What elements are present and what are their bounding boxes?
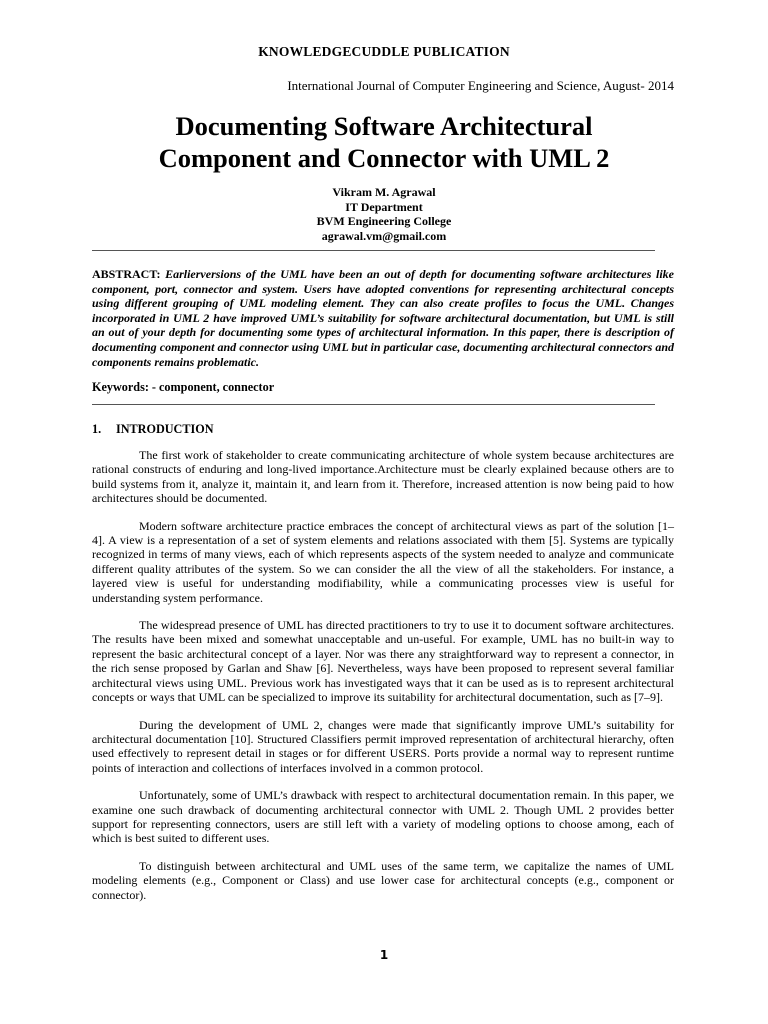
author-name: Vikram M. Agrawal: [332, 185, 436, 199]
title-line-1: Documenting Software Architectural: [175, 111, 593, 141]
paragraph: The widespread presence of UML has directed practitioners to try to use it to document software architectures. The results have been mixed and somewhat unacceptable and un-useful. For example, UML has no built-in way to represent the basic architectural concept of a layer. Nor was there any straightforward way to represent a connector, in the rich sense proposed by Garlan and Shaw [6]. Nevertheless, ways have been proposed to represent several familiar architectural views using UML. Previous work has investigated ways that it can be used as is to represent architectural concepts or ways that UML can be specialized to improve its suitability for architectural documentation, such as [7–9].: [92, 618, 674, 705]
keywords: [92, 380, 274, 395]
page-number: 1: [379, 948, 389, 962]
title-line-2: Component and Connector with UML 2: [158, 143, 610, 173]
section-number: 1.: [92, 422, 102, 436]
keywords-label: Keywords: [92, 380, 145, 394]
author-block: [0, 185, 768, 243]
body-text: [92, 448, 674, 915]
author-college: BVM Engineering College: [316, 214, 452, 228]
section-heading: [92, 422, 214, 437]
author-email: agrawal.vm@gmail.com: [321, 228, 447, 243]
paragraph: The first work of stakeholder to create communicating architecture of whole system because architectures are rational constructs of enduring and long-lived importance.Architecture must be clearly explained because others are to build systems from it, analyze it, maintain it, and learn from it. Therefore, increased attention is now being paid to how architectures should be documented.: [92, 448, 674, 506]
divider-bottom: [92, 404, 655, 405]
abstract: [92, 267, 674, 369]
paragraph: During the development of UML 2, changes were made that significantly improve UML’s suitability for architectural documentation [10]. Structured Classifiers permit improved representation of architectural hierarchy, often used effectively to represent detail in stages or for different USERS. Ports provide a normal way to represent runtime points of interaction and collections of interfaces involved in a common protocol.: [92, 717, 674, 775]
section-title: INTRODUCTION: [116, 422, 214, 436]
author-department: IT Department: [345, 199, 423, 214]
abstract-text: Earlierversions of the UML have been an out of depth for documenting software architectures like component, port, connector and system. Users have adopted conventions for representing architectural concepts using different grouping of UML modeling element. They can also create profiles to focus the UML. Changes incorporated in UML 2 have improved UML’s suitability for software architectural documentation, but UML is still an out of your depth for documenting some types of architectural information. In this paper, there is description of documenting component and connector using UML but in particular case, documenting architectural connectors and components remains problematic.: [92, 267, 674, 369]
journal-info: International Journal of Computer Engineering and Science, August- 2014: [287, 78, 674, 93]
abstract-label: ABSTRACT:: [92, 267, 161, 281]
paragraph: To distinguish between architectural and UML uses of the same term, we capitalize the names of UML modeling elements (e.g., Component or Class) and use lower case for architectural concepts (e.g., component or connector).: [92, 858, 674, 902]
divider-top: [92, 250, 655, 251]
publisher-name: KNOWLEDGECUDDLE PUBLICATION: [258, 44, 510, 59]
keywords-text: : - component, connector: [144, 380, 275, 394]
paragraph: Unfortunately, some of UML’s drawback with respect to architectural documentation remain. In this paper, we examine one such drawback of documenting architectural connector with UML 2. Though UML 2 provides better support for representing connectors, users are still left with a variety of modeling options to choose among, each of which is best suited to different uses.: [92, 788, 674, 846]
paragraph: Modern software architecture practice embraces the concept of architectural views as part of the solution [1–4]. A view is a representation of a set of system elements and relations associated with them [5]. Systems are typically recognized in terms of many views, each of which represents aspects of the system needed to analyze and communicate different quality attributes of the system. So we can consider the all the view of all the stakeholders. For instance, a layered view is useful for understanding modifiability, while a communicating processes view is useful for understanding system performance.: [92, 518, 674, 605]
paper-title: [0, 110, 768, 174]
